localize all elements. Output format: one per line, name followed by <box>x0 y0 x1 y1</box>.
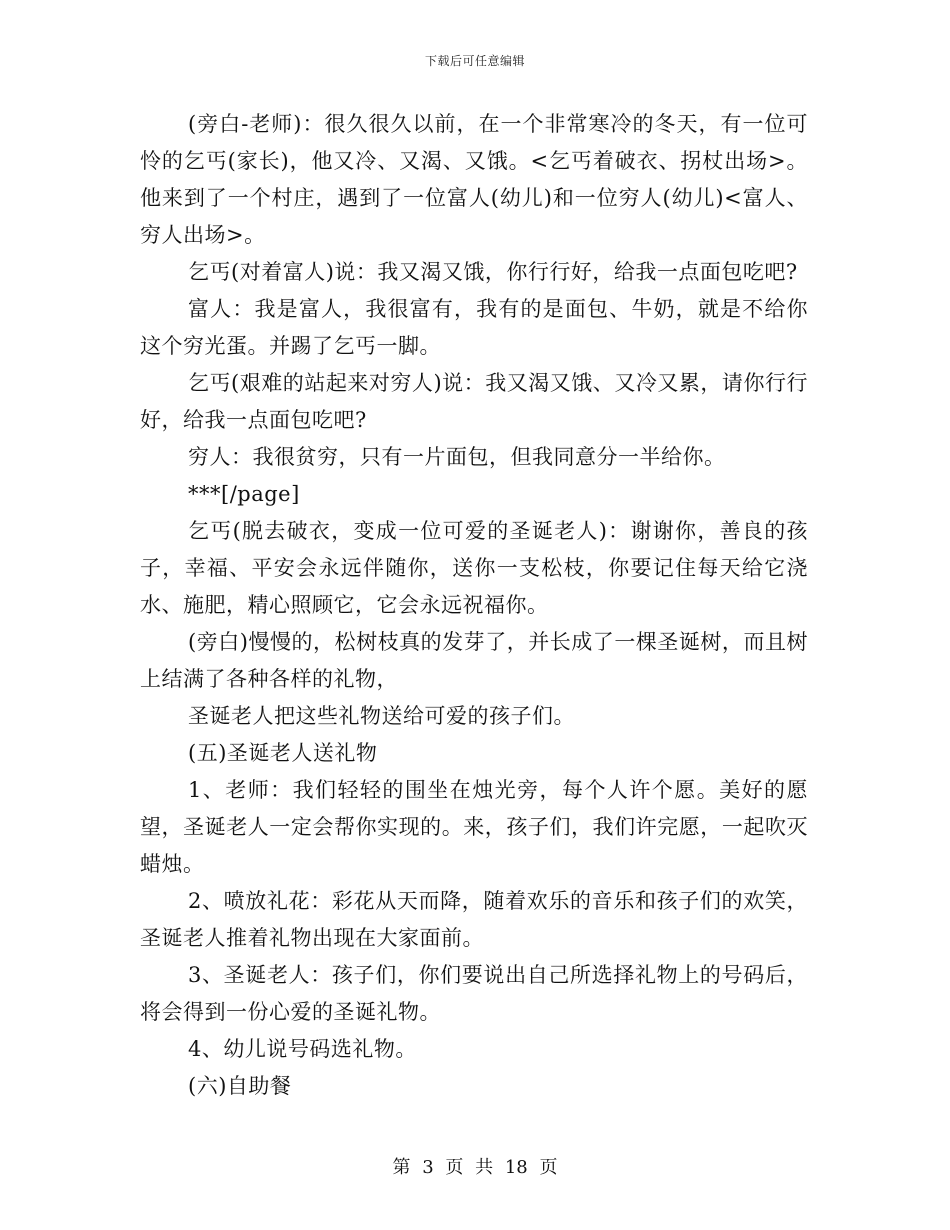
document-body <box>140 106 808 1105</box>
list-item: 4、幼儿说号码选礼物。 <box>188 1037 417 1061</box>
paragraph: 乞丐(脱去破衣，变成一位可爱的圣诞老人)：谢谢你，善良的孩子，幸福、平安会永远伴随你，送你一支松枝，你要记住每天给它浇水、施肥，精心照顾它，它会永远祝福你。 <box>140 519 808 617</box>
paragraph: 乞丐(艰难的站起来对穷人)说：我又渴又饿、又冷又累，请你行行好，给我一点面包吃吧? <box>140 371 808 432</box>
list-item: 2、喷放礼花：彩花从天而降，随着欢乐的音乐和孩子们的欢笑，圣诞老人推着礼物出现在大家面前。 <box>140 889 808 950</box>
paragraph: 穷人：我很贫穷，只有一片面包，但我同意分一半给你。 <box>188 445 726 469</box>
section-heading: (五)圣诞老人送礼物 <box>188 741 378 765</box>
paragraph: (旁白)慢慢的，松树枝真的发芽了，并长成了一棵圣诞树，而且树上结满了各种各样的礼物， <box>140 630 808 691</box>
paragraph: 富人：我是富人，我很富有，我有的是面包、牛奶，就是不给你这个穷光蛋。并踢了乞丐一脚。 <box>140 297 808 358</box>
page-number: 第 3 页 共 18 页 <box>392 1157 558 1178</box>
paragraph: 乞丐(对着富人)说：我又渴又饿，你行行好，给我一点面包吃吧? <box>188 260 798 284</box>
paragraph: 圣诞老人把这些礼物送给可爱的孩子们。 <box>188 704 575 728</box>
paragraph: (旁白-老师)：很久很久以前，在一个非常寒冷的冬天，有一位可怜的乞丐(家长)，他又冷、又渴、又饿。<乞丐着破衣、拐杖出场>。他来到了一个村庄，遇到了一位富人(幼儿)和一位穷人(幼儿)<富人、穷人出场>。 <box>140 112 808 247</box>
section-heading: (六)自助餐 <box>188 1074 292 1098</box>
list-item: 1、老师：我们轻轻的围坐在烛光旁，每个人许个愿。美好的愿望，圣诞老人一定会帮你实现的。来，孩子们，我们许完愿，一起吹灭蜡烛。 <box>140 778 808 876</box>
list-item: 3、圣诞老人：孩子们，你们要说出自己所选择礼物上的号码后，将会得到一份心爱的圣诞礼物。 <box>140 963 808 1024</box>
page-header: 下载后可任意编辑 <box>424 54 525 68</box>
page-marker: ***[/page] <box>188 482 300 506</box>
